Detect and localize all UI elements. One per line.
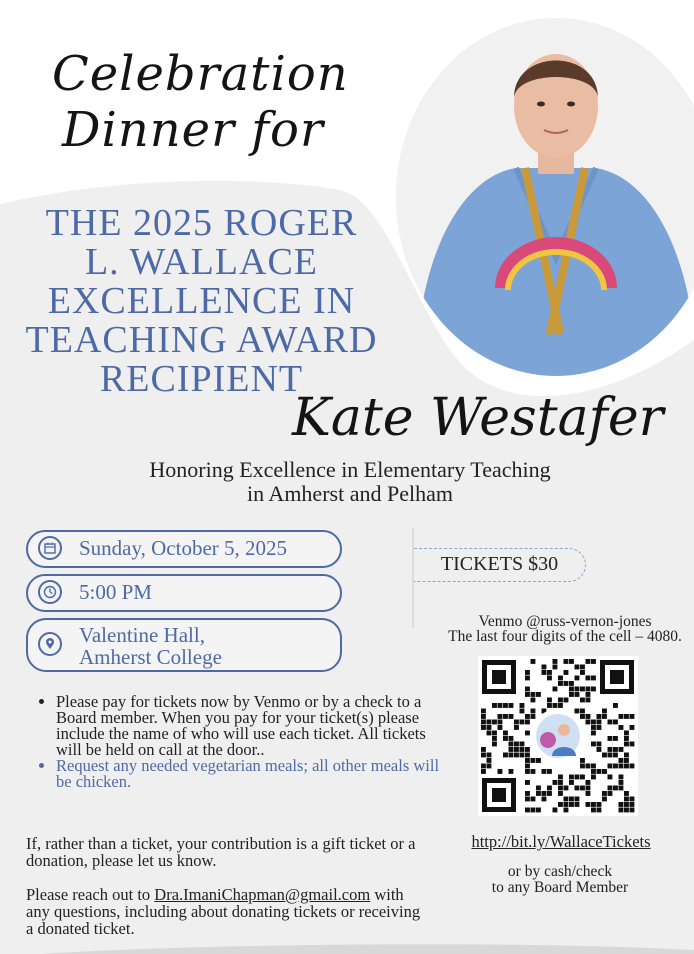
qr-module	[531, 714, 536, 719]
qr-module	[542, 791, 547, 796]
qr-module	[602, 769, 607, 774]
qr-module	[553, 665, 558, 670]
qr-module	[575, 687, 580, 692]
event-title-script	[52, 46, 349, 158]
qr-module	[481, 764, 486, 769]
qr-module	[553, 687, 558, 692]
qr-module	[525, 670, 530, 675]
qr-module	[586, 791, 591, 796]
qr-module	[564, 797, 569, 802]
qr-module	[591, 687, 596, 692]
subtitle-line: Honoring Excellence in Elementary Teaching	[149, 457, 551, 482]
qr-module	[520, 720, 525, 725]
qr-module	[586, 802, 591, 807]
qr-module	[602, 709, 607, 714]
qr-module	[536, 808, 541, 813]
contact-email-link[interactable]: Dra.ImaniChapman@gmail.com	[154, 885, 371, 904]
qr-module	[487, 720, 492, 725]
qr-module	[558, 775, 563, 780]
venmo-info	[430, 614, 694, 644]
qr-module	[569, 780, 574, 785]
qr-module	[608, 720, 613, 725]
qr-module	[591, 676, 596, 681]
qr-module	[558, 681, 563, 686]
qr-module	[580, 714, 585, 719]
qr-module	[597, 720, 602, 725]
award-line: TEACHING AWARD	[25, 319, 378, 361]
qr-module	[525, 720, 530, 725]
qr-module	[586, 720, 591, 725]
qr-module	[558, 676, 563, 681]
qr-module	[525, 731, 530, 736]
qr-module	[608, 791, 613, 796]
qr-module	[564, 670, 569, 675]
qr-module	[542, 665, 547, 670]
contact-text-before: Please reach out to	[26, 885, 155, 904]
qr-module	[558, 791, 563, 796]
qr-module	[525, 747, 530, 752]
award-title	[14, 204, 389, 399]
qr-module	[481, 725, 486, 730]
qr-module	[509, 753, 514, 758]
qr-module	[591, 775, 596, 780]
qr-module	[591, 742, 596, 747]
qr-module	[608, 736, 613, 741]
qr-module	[542, 797, 547, 802]
qr-module	[575, 665, 580, 670]
qr-module	[613, 720, 618, 725]
qr-module	[509, 703, 514, 708]
qr-module	[564, 698, 569, 703]
qr-module	[630, 808, 635, 813]
qr-module	[630, 714, 635, 719]
qr-module	[547, 791, 552, 796]
qr-module	[624, 753, 629, 758]
qr-module	[591, 720, 596, 725]
qr-module	[525, 714, 530, 719]
contact-note	[26, 886, 426, 937]
event-date-pill	[26, 530, 342, 568]
qr-module	[481, 720, 486, 725]
qr-module	[531, 709, 536, 714]
venmo-handle: Venmo @russ-vernon-jones	[478, 613, 652, 630]
list-item: • Request any needed vegetarian meals; all other meals will be chicken.	[56, 758, 444, 790]
qr-module	[624, 742, 629, 747]
event-date: Sunday, October 5, 2025	[79, 536, 288, 560]
contact-text-after: with any questions, including about donating tickets or receiving a donated ticket.	[26, 885, 421, 938]
qr-module	[558, 698, 563, 703]
qr-module	[525, 692, 530, 697]
qr-module	[608, 764, 613, 769]
qr-module	[613, 747, 618, 752]
qr-module	[547, 703, 552, 708]
qr-module	[619, 775, 624, 780]
qr-module	[569, 692, 574, 697]
qr-module	[498, 769, 503, 774]
qr-module	[525, 769, 530, 774]
qr-module	[547, 769, 552, 774]
qr-module	[503, 703, 508, 708]
qr-module	[542, 670, 547, 675]
qr-module	[630, 797, 635, 802]
qr-module	[619, 802, 624, 807]
qr-module	[569, 687, 574, 692]
qr-module	[525, 764, 530, 769]
qr-module	[608, 786, 613, 791]
qr-module	[531, 797, 536, 802]
venmo-qr-code[interactable]	[478, 656, 638, 816]
qr-module	[580, 764, 585, 769]
qr-module	[624, 791, 629, 796]
qr-module	[619, 758, 624, 763]
qr-module	[575, 797, 580, 802]
qr-module	[525, 758, 530, 763]
qr-module	[586, 786, 591, 791]
qr-module	[525, 791, 530, 796]
qr-module	[597, 714, 602, 719]
tickets-price-badge: TICKETS $30	[414, 548, 586, 582]
qr-module	[608, 775, 613, 780]
qr-module	[613, 764, 618, 769]
qr-module	[586, 692, 591, 697]
qr-module	[630, 802, 635, 807]
qr-module	[509, 742, 514, 747]
cash-line-1: or by cash/check	[507, 863, 613, 880]
qr-module	[580, 786, 585, 791]
qr-module	[619, 725, 624, 730]
qr-module	[597, 808, 602, 813]
qr-module	[597, 742, 602, 747]
qr-module	[575, 676, 580, 681]
qr-module	[613, 753, 618, 758]
qr-module	[487, 753, 492, 758]
qr-module	[624, 714, 629, 719]
qr-module	[520, 703, 525, 708]
qr-module	[591, 731, 596, 736]
qr-module	[558, 780, 563, 785]
qr-module	[547, 698, 552, 703]
qr-module	[619, 780, 624, 785]
qr-module	[481, 714, 486, 719]
qr-module	[525, 808, 530, 813]
event-time-pill	[26, 574, 342, 612]
qr-module	[569, 775, 574, 780]
qr-module	[531, 808, 536, 813]
qr-module	[492, 736, 497, 741]
qr-module	[591, 802, 596, 807]
qr-module	[580, 665, 585, 670]
qr-module	[553, 703, 558, 708]
qr-module	[509, 769, 514, 774]
qr-module	[613, 786, 618, 791]
qr-module	[597, 802, 602, 807]
qr-module	[558, 786, 563, 791]
qr-module	[514, 747, 519, 752]
qr-module	[580, 670, 585, 675]
qr-module	[619, 808, 624, 813]
venmo-cell-digits: The last four digits of the cell – 4080.	[448, 628, 682, 645]
qr-module	[536, 791, 541, 796]
honoree-name: Kate Westafer	[292, 388, 664, 448]
qr-module	[525, 676, 530, 681]
qr-module	[547, 676, 552, 681]
qr-module	[487, 725, 492, 730]
qr-module	[597, 747, 602, 752]
qr-module	[553, 659, 558, 664]
qr-module	[547, 670, 552, 675]
qr-module	[580, 758, 585, 763]
title-line-1: Celebration	[52, 46, 349, 102]
qr-module	[481, 709, 486, 714]
qr-module	[487, 758, 492, 763]
qr-module	[509, 714, 514, 719]
qr-module	[624, 797, 629, 802]
list-item: • Please pay for tickets now by Venmo or by a check to a Board member. When you pay for your ticket(s) please include the name of who will use each ticket. All tickets will be held on call at the door..	[56, 694, 444, 758]
qr-module	[586, 764, 591, 769]
qr-module	[630, 742, 635, 747]
qr-module	[608, 753, 613, 758]
qr-module	[553, 780, 558, 785]
qr-module	[575, 775, 580, 780]
qr-module	[558, 703, 563, 708]
qr-module	[514, 720, 519, 725]
qr-module	[514, 742, 519, 747]
qr-module	[619, 747, 624, 752]
qr-module	[608, 747, 613, 752]
qr-module	[503, 731, 508, 736]
qr-module	[624, 736, 629, 741]
qr-module	[564, 786, 569, 791]
qr-module	[531, 659, 536, 664]
qr-module	[586, 714, 591, 719]
qr-module	[575, 802, 580, 807]
award-line: THE 2025 ROGER	[45, 202, 358, 244]
qr-module	[624, 758, 629, 763]
cash-check-note	[440, 864, 680, 896]
qr-module	[498, 714, 503, 719]
qr-module	[569, 802, 574, 807]
qr-module	[580, 687, 585, 692]
qr-module	[630, 764, 635, 769]
qr-module	[547, 786, 552, 791]
qr-module	[498, 720, 503, 725]
qr-module	[586, 687, 591, 692]
qr-module	[597, 725, 602, 730]
qr-module	[602, 714, 607, 719]
qr-module	[553, 808, 558, 813]
qr-module	[586, 659, 591, 664]
qr-module	[575, 692, 580, 697]
gift-note: If, rather than a ticket, your contribution is a gift ticket or a donation, please let us know.	[26, 834, 416, 870]
qr-module	[624, 808, 629, 813]
qr-module	[569, 659, 574, 664]
qr-module	[525, 753, 530, 758]
qr-module	[602, 791, 607, 796]
qr-module	[520, 747, 525, 752]
qr-module	[525, 797, 530, 802]
qr-module	[624, 764, 629, 769]
location-pin-icon	[38, 632, 62, 656]
qr-module	[624, 731, 629, 736]
qr-module	[492, 742, 497, 747]
qr-module	[586, 676, 591, 681]
qr-module	[520, 742, 525, 747]
qr-module	[531, 769, 536, 774]
title-line-2: Dinner for	[62, 102, 324, 158]
qr-module	[591, 769, 596, 774]
clock-icon	[38, 580, 62, 604]
qr-module	[492, 720, 497, 725]
qr-module	[564, 808, 569, 813]
event-time: 5:00 PM	[79, 580, 152, 604]
qr-module	[564, 659, 569, 664]
award-line: L. WALLACE	[84, 241, 319, 283]
qr-module	[542, 769, 547, 774]
qr-module	[525, 780, 530, 785]
qr-module	[619, 786, 624, 791]
qr-module	[509, 736, 514, 741]
qr-module	[624, 802, 629, 807]
qr-module	[509, 747, 514, 752]
qr-module	[492, 731, 497, 736]
qr-module	[503, 714, 508, 719]
qr-module	[613, 703, 618, 708]
qr-module	[514, 753, 519, 758]
qr-module	[597, 769, 602, 774]
location-line-1: Valentine Hall,	[79, 623, 205, 647]
qr-module	[536, 786, 541, 791]
qr-module	[503, 736, 508, 741]
tickets-link[interactable]: http://bit.ly/WallaceTickets	[471, 832, 651, 851]
qr-module	[536, 758, 541, 763]
qr-module	[619, 764, 624, 769]
event-location	[79, 624, 222, 668]
qr-module	[591, 764, 596, 769]
cash-line-2: to any Board Member	[491, 879, 629, 896]
qr-module	[602, 753, 607, 758]
qr-module	[481, 747, 486, 752]
qr-module	[630, 725, 635, 730]
qr-module	[525, 687, 530, 692]
qr-module	[580, 775, 585, 780]
qr-module	[591, 808, 596, 813]
qr-module	[487, 764, 492, 769]
qr-module	[498, 725, 503, 730]
qr-module	[558, 802, 563, 807]
qr-module	[536, 692, 541, 697]
qr-module	[619, 714, 624, 719]
qr-module	[564, 681, 569, 686]
qr-module	[586, 780, 591, 785]
qr-module	[531, 758, 536, 763]
instructions-list	[24, 694, 444, 790]
qr-module	[569, 681, 574, 686]
subtitle	[100, 458, 600, 506]
qr-module	[586, 698, 591, 703]
qr-module	[564, 802, 569, 807]
qr-module	[591, 659, 596, 664]
qr-module	[531, 692, 536, 697]
qr-module	[503, 753, 508, 758]
qr-module	[613, 736, 618, 741]
qr-module	[492, 703, 497, 708]
subtitle-line: in Amherst and Pelham	[247, 481, 453, 506]
qr-module	[569, 797, 574, 802]
qr-module	[498, 703, 503, 708]
qr-module	[591, 725, 596, 730]
qr-module	[520, 709, 525, 714]
award-line: RECIPIENT	[99, 358, 304, 400]
qr-module	[520, 753, 525, 758]
qr-module	[481, 769, 486, 774]
event-location-pill	[26, 618, 342, 672]
award-line: EXCELLENCE IN	[47, 280, 356, 322]
qr-module	[514, 725, 519, 730]
calendar-icon	[38, 536, 62, 560]
qr-module	[531, 698, 536, 703]
qr-module	[602, 797, 607, 802]
qr-module	[575, 786, 580, 791]
qr-module	[575, 709, 580, 714]
location-line-2: Amherst College	[79, 645, 222, 669]
qr-module	[580, 709, 585, 714]
qr-module	[481, 753, 486, 758]
qr-module	[487, 731, 492, 736]
qr-module	[580, 698, 585, 703]
